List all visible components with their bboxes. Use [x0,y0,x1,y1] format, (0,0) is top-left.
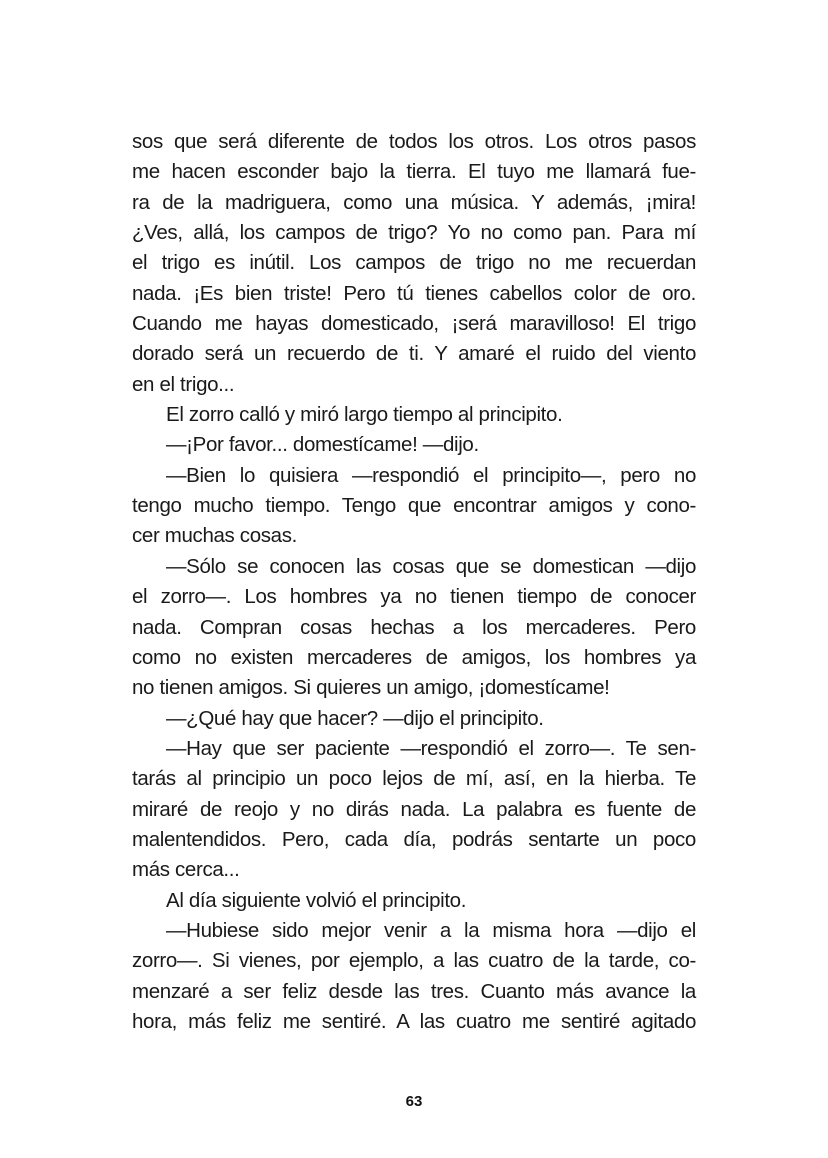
text-line: dorado será un recuerdo de ti. Y amaré el ruido del viento [132,342,696,366]
text-line: —¡Por favor... domestícame! —dijo. [166,433,479,457]
text-line: el zorro—. Los hombres ya no tienen tiempo de conocer [132,585,696,609]
text-line: —Sólo se conocen las cosas que se domestican —dijo [166,554,696,578]
text-line: —Bien lo quisiera —respondió el principito—, pero no [166,463,696,487]
text-line: más cerca... [132,858,240,882]
text-line: tengo mucho tiempo. Tengo que encontrar amigos y cono- [132,494,696,518]
page-number: 63 [405,1093,423,1110]
text-line: sos que será diferente de todos los otros. Los otros pasos [132,130,696,153]
body-text [132,127,696,1037]
text-line: —¿Qué hay que hacer? —dijo el principito. [166,706,544,730]
text-line: en el trigo... [132,372,235,396]
text-line: menzaré a ser feliz desde las tres. Cuanto más avance la [132,979,696,1003]
text-line: miraré de reojo y no dirás nada. La palabra es fuente de [132,797,696,821]
text-line: ¿Ves, allá, los campos de trigo? Yo no como pan. Para mí [132,221,696,245]
text-line: Al día siguiente volvió el principito. [166,888,467,912]
text-line: me hacen esconder bajo la tierra. El tuyo me llamará fue- [132,160,696,184]
text-line: El zorro calló y miró largo tiempo al principito. [166,403,563,427]
text-line: el trigo es inútil. Los campos de trigo no me recuerdan [132,251,696,275]
text-line: tarás al principio un poco lejos de mí, así, en la hierba. Te [132,767,696,791]
text-line: nada. ¡Es bien triste! Pero tú tienes cabellos color de oro. [132,281,696,305]
text-line: —Hay que ser paciente —respondió el zorro—. Te sen- [166,736,696,760]
text-line: cer muchas cosas. [132,524,297,548]
text-line: hora, más feliz me sentiré. A las cuatro me sentiré agitado [132,1009,696,1033]
text-line: zorro—. Si vienes, por ejemplo, a las cuatro de la tarde, co- [132,949,696,973]
text-line: como no existen mercaderes de amigos, los hombres ya [132,645,696,669]
text-line: nada. Compran cosas hechas a los mercaderes. Pero [132,615,696,639]
text-line: no tienen amigos. Si quieres un amigo, ¡domestícame! [132,676,610,700]
text-line: —Hubiese sido mejor venir a la misma hora —dijo el [166,918,696,942]
text-line: ra de la madriguera, como una música. Y además, ¡mira! [132,190,696,214]
text-line: Cuando me hayas domesticado, ¡será maravilloso! El trigo [132,312,696,336]
text-line: malentendidos. Pero, cada día, podrás sentarte un poco [132,827,696,851]
